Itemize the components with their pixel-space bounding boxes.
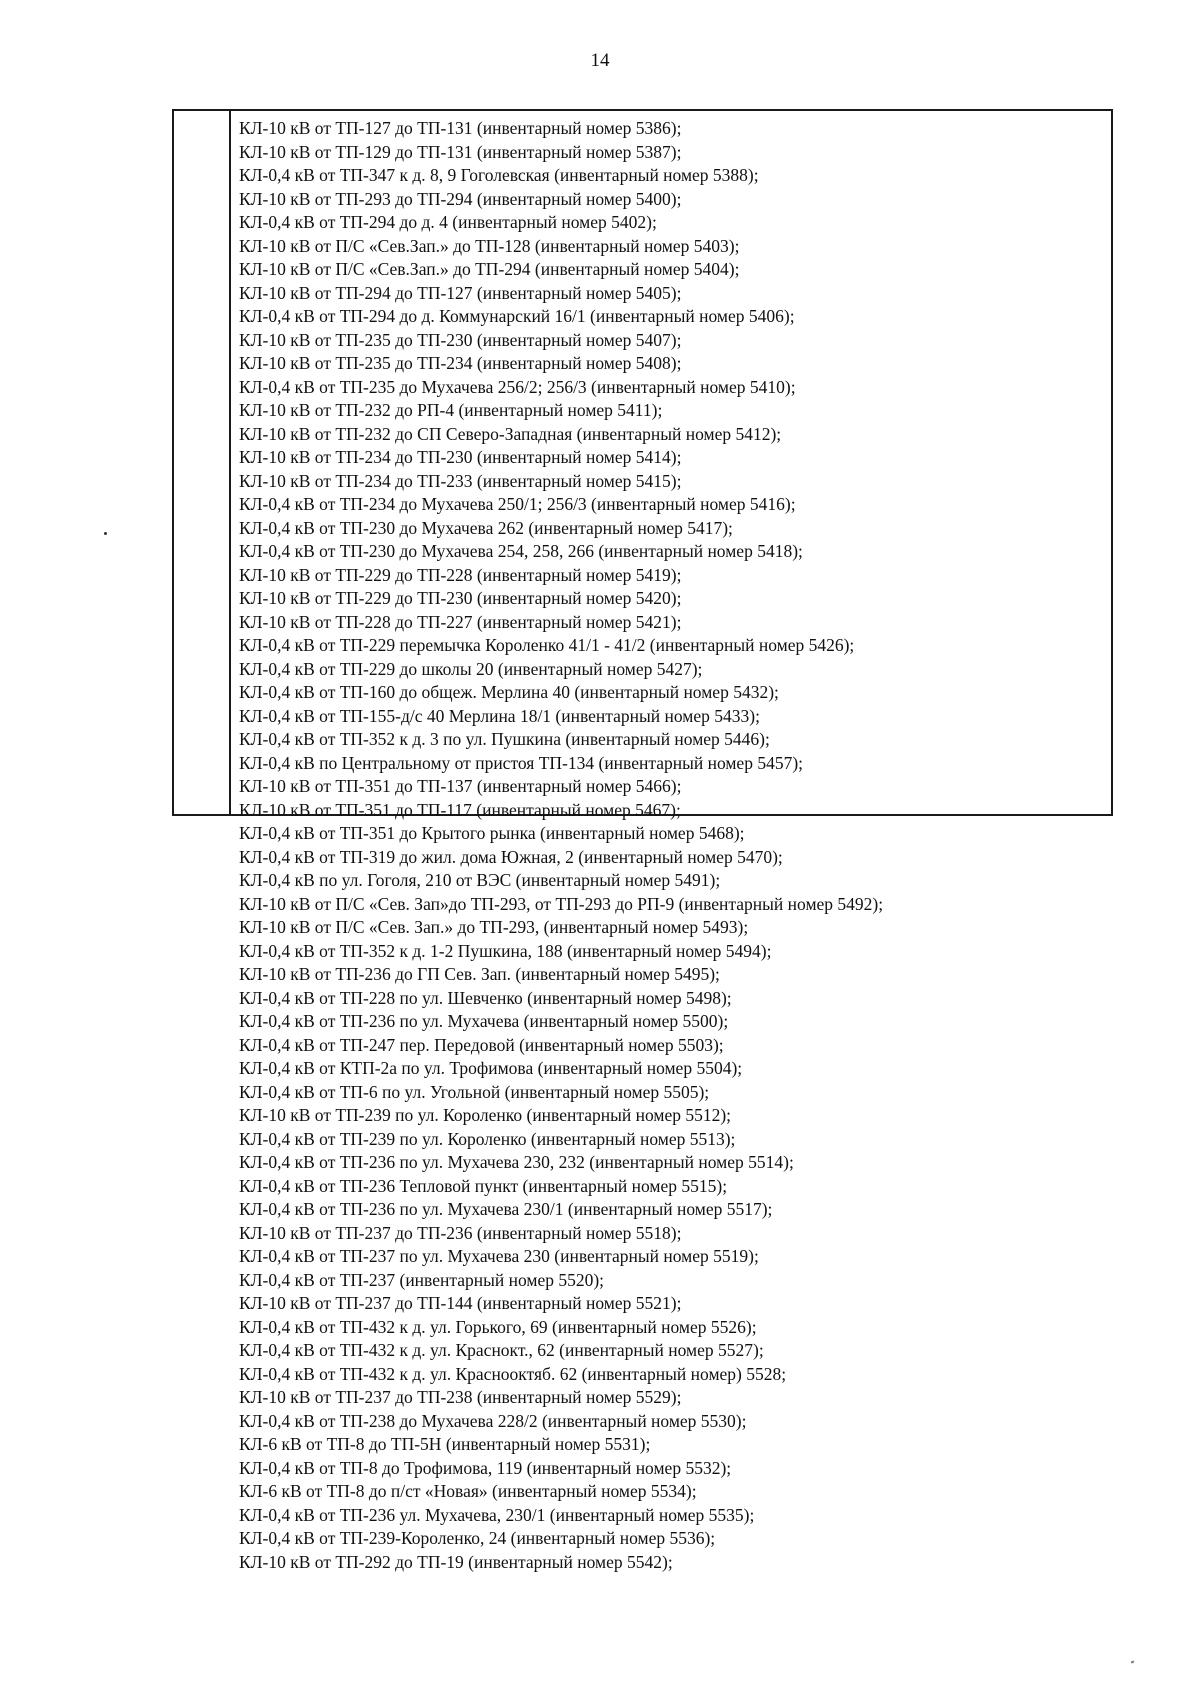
table-entry: КЛ-0,4 кВ от ТП-247 пер. Передовой (инвентарный номер 5503); (239, 1034, 724, 1055)
table-entry: КЛ-0,4 кВ от ТП-228 по ул. Шевченко (инвентарный номер 5498); (239, 987, 732, 1008)
table-entry: КЛ-0,4 кВ от ТП-432 к д. ул. Краснооктяб. 62 (инвентарный номер) 5528; (239, 1363, 787, 1384)
table-entry: КЛ-0,4 кВ от ТП-8 до Трофимова, 119 (инвентарный номер 5532); (239, 1457, 732, 1478)
table-entry: КЛ-0,4 кВ от КТП-2а по ул. Трофимова (инвентарный номер 5504); (239, 1058, 743, 1078)
table-entry: КЛ-0,4 кВ от ТП-352 к д. 1-2 Пушкина, 188 (инвентарный номер 5494); (239, 940, 772, 961)
table-entry: КЛ-10 кВ от ТП-228 до ТП-227 (инвентарный номер 5421); (239, 611, 682, 632)
table-entry: КЛ-0,4 кВ от ТП-352 к д. 3 по ул. Пушкина (инвентарный номер 5446); (239, 729, 770, 749)
table-entry: КЛ-10 кВ от ТП-351 до ТП-117 (инвентарный номер 5467); (239, 799, 681, 820)
table-entry: КЛ-0,4 кВ от ТП-229 перемычка Короленко 41/1 - 41/2 (инвентарный номер 5426); (239, 635, 855, 655)
table-left-cell (174, 111, 231, 814)
table-entry: КЛ-10 кВ от ТП-234 до ТП-233 (инвентарный номер 5415); (239, 470, 682, 491)
table-entry: КЛ-0,4 кВ от ТП-236 Тепловой пункт (инвентарный номер 5515); (239, 1175, 728, 1196)
table-entry: КЛ-10 кВ от ТП-293 до ТП-294 (инвентарный номер 5400); (239, 188, 682, 209)
table-entry: КЛ-10 кВ от ТП-127 до ТП-131 (инвентарный номер 5386); (239, 118, 682, 138)
table-entry: КЛ-0,4 кВ от ТП-6 по ул. Угольной (инвентарный номер 5505); (239, 1081, 710, 1102)
cable-line-list (239, 117, 883, 1574)
table-entry: КЛ-0,4 кВ по Центральному от пристоя ТП-134 (инвентарный номер 5457); (239, 752, 804, 773)
table (172, 109, 1113, 1572)
scan-mark-corner (1131, 1661, 1135, 1664)
table-entry: КЛ-0,4 кВ по ул. Гоголя, 210 от ВЭС (инвентарный номер 5491); (239, 870, 721, 890)
table-entry: КЛ-10 кВ от ТП-232 до СП Северо-Западная (инвентарный номер 5412); (239, 423, 782, 444)
table-entry: КЛ-6 кВ от ТП-8 до ТП-5Н (инвентарный номер 5531); (239, 1434, 651, 1454)
table-entry: КЛ-0,4 кВ от ТП-236 по ул. Мухачева (инвентарный номер 5500); (239, 1011, 729, 1031)
table-entry: КЛ-10 кВ от ТП-234 до ТП-230 (инвентарный номер 5414); (239, 447, 682, 467)
table-entry: КЛ-6 кВ от ТП-8 до п/ст «Новая» (инвентарный номер 5534); (239, 1481, 697, 1501)
table-entry: КЛ-0,4 кВ от ТП-347 к д. 8, 9 Гоголевская (инвентарный номер 5388); (239, 165, 759, 185)
table-entry: КЛ-0,4 кВ от ТП-234 до Мухачева 250/1; 256/3 (инвентарный номер 5416); (239, 494, 796, 514)
table-entry: КЛ-10 кВ от П/С «Сев.Зап.» до ТП-128 (инвентарный номер 5403); (239, 235, 740, 256)
table-entry: КЛ-10 кВ от ТП-294 до ТП-127 (инвентарный номер 5405); (239, 282, 682, 303)
table-entry: КЛ-10 кВ от ТП-239 по ул. Короленко (инвентарный номер 5512); (239, 1105, 732, 1125)
table-entry: КЛ-0,4 кВ от ТП-230 до Мухачева 262 (инвентарный номер 5417); (239, 517, 733, 538)
table-entry: КЛ-10 кВ от ТП-229 до ТП-228 (инвентарный номер 5419); (239, 564, 682, 585)
table-entry: КЛ-10 кВ от ТП-351 до ТП-137 (инвентарный номер 5466); (239, 776, 682, 796)
table-entry: КЛ-0,4 кВ от ТП-239-Короленко, 24 (инвентарный номер 5536); (239, 1528, 716, 1548)
table-entry: КЛ-10 кВ от П/С «Сев.Зап.» до ТП-294 (инвентарный номер 5404); (239, 259, 740, 279)
table-entry: КЛ-10 кВ от ТП-292 до ТП-19 (инвентарный номер 5542); (239, 1551, 673, 1572)
scan-mark (104, 532, 107, 535)
table-entry: КЛ-0,4 кВ от ТП-236 по ул. Мухачева 230, 232 (инвентарный номер 5514); (239, 1152, 794, 1172)
table-entry: КЛ-0,4 кВ от ТП-237 по ул. Мухачева 230 (инвентарный номер 5519); (239, 1246, 759, 1266)
table-entry: КЛ-0,4 кВ от ТП-239 по ул. Короленко (инвентарный номер 5513); (239, 1128, 736, 1149)
table-entry: КЛ-0,4 кВ от ТП-237 (инвентарный номер 5520); (239, 1269, 605, 1290)
table-entry: КЛ-10 кВ от ТП-237 до ТП-144 (инвентарный номер 5521); (239, 1293, 682, 1313)
table-entry: КЛ-10 кВ от ТП-237 до ТП-236 (инвентарный номер 5518); (239, 1222, 682, 1243)
table-entry: КЛ-0,4 кВ от ТП-230 до Мухачева 254, 258, 266 (инвентарный номер 5418); (239, 541, 803, 561)
table-entry: КЛ-10 кВ от ТП-129 до ТП-131 (инвентарный номер 5387); (239, 141, 682, 162)
table-entry: КЛ-10 кВ от ТП-235 до ТП-230 (инвентарный номер 5407); (239, 329, 682, 350)
table-entry: КЛ-0,4 кВ от ТП-294 до д. 4 (инвентарный номер 5402); (239, 212, 657, 232)
table-entry: КЛ-0,4 кВ от ТП-294 до д. Коммунарский 16/1 (инвентарный номер 5406); (239, 306, 795, 326)
table-entry: КЛ-0,4 кВ от ТП-351 до Крытого рынка (инвентарный номер 5468); (239, 823, 745, 843)
table-entry: КЛ-10 кВ от П/С «Сев. Зап»до ТП-293, от ТП-293 до РП-9 (инвентарный номер 5492); (239, 893, 884, 914)
table-entry: КЛ-0,4 кВ от ТП-432 к д. ул. Горького, 69 (инвентарный номер 5526); (239, 1316, 757, 1337)
page-number: 14 (590, 50, 610, 71)
table-entry: КЛ-0,4 кВ от ТП-155-д/с 40 Мерлина 18/1 (инвентарный номер 5433); (239, 705, 760, 726)
table-entry: КЛ-10 кВ от П/С «Сев. Зап.» до ТП-293, (инвентарный номер 5493); (239, 917, 749, 937)
table-entry: КЛ-0,4 кВ от ТП-238 до Мухачева 228/2 (инвентарный номер 5530); (239, 1410, 747, 1431)
table-entry: КЛ-0,4 кВ от ТП-160 до общеж. Мерлина 40 (инвентарный номер 5432); (239, 682, 779, 702)
table-entry: КЛ-0,4 кВ от ТП-236 по ул. Мухачева 230/1 (инвентарный номер 5517); (239, 1199, 773, 1219)
table-entry: КЛ-0,4 кВ от ТП-229 до школы 20 (инвентарный номер 5427); (239, 658, 703, 679)
table-entry: КЛ-10 кВ от ТП-235 до ТП-234 (инвентарный номер 5408); (239, 353, 682, 373)
table-entry: КЛ-10 кВ от ТП-229 до ТП-230 (инвентарный номер 5420); (239, 588, 682, 608)
table-entry: КЛ-0,4 кВ от ТП-319 до жил. дома Южная, 2 (инвентарный номер 5470); (239, 846, 783, 867)
table-entry: КЛ-10 кВ от ТП-232 до РП-4 (инвентарный номер 5411); (239, 400, 663, 420)
table-entry: КЛ-0,4 кВ от ТП-236 ул. Мухачева, 230/1 (инвентарный номер 5535); (239, 1504, 755, 1525)
table-entry: КЛ-10 кВ от ТП-236 до ГП Сев. Зап. (инвентарный номер 5495); (239, 964, 720, 984)
table-entry: КЛ-0,4 кВ от ТП-235 до Мухачева 256/2; 256/3 (инвентарный номер 5410); (239, 376, 796, 397)
table-entry: КЛ-0,4 кВ от ТП-432 к д. ул. Краснокт., 62 (инвентарный номер 5527); (239, 1340, 764, 1360)
table-entry: КЛ-10 кВ от ТП-237 до ТП-238 (инвентарный номер 5529); (239, 1387, 682, 1407)
